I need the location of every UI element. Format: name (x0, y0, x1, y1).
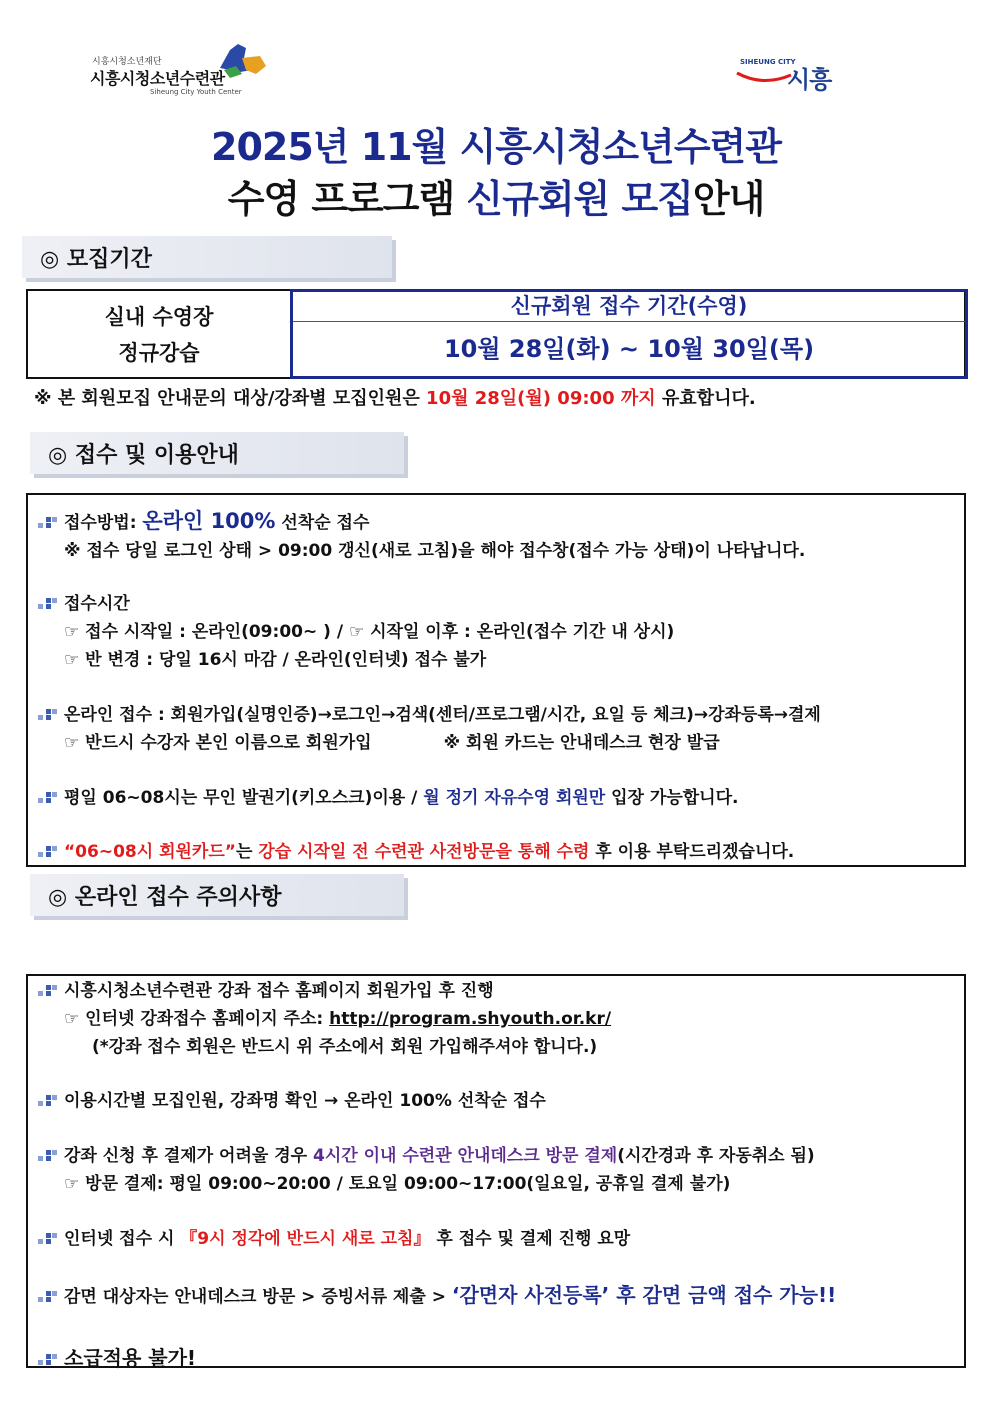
section-online-heading: ◎ 온라인 접수 주의사항 (30, 874, 404, 916)
validity-note (34, 384, 756, 410)
member-card-note: “06~08시 회원카드”는 강습 시작일 전 수련관 사전방문을 통해 수령 후 이용 부탁드리겠습니다. (38, 837, 794, 862)
online-process: 온라인 접수 : 회원가입(실명인증)→로그인→검색(센터/프로그램/시간, 요일 등 체크)→강좌등록→결제 (38, 700, 821, 725)
section-reception-heading: ◎ 접수 및 이용안내 (30, 432, 404, 474)
note-suffix: 유효합니다. (655, 388, 756, 409)
note-prefix: ※ 본 회원모집 안내문의 대상/강좌별 모집인원은 (34, 388, 427, 409)
online-check: 이용시간별 모집인원, 강좌명 확인 → 온라인 100% 선착순 접수 (38, 1086, 546, 1111)
city-swoosh-icon (735, 69, 795, 89)
online-payment-hours: ☞ 방문 결제: 평일 09:00~20:00 / 토요일 09:00~17:00(일요일, 공휴일 결제 불가) (64, 1174, 731, 1194)
method-warning: ※ 접수 당일 로그인 상태 > 09:00 갱신(새로 고침)을 해야 접수창(접수 가능 상태)이 나타납니다. (64, 541, 806, 561)
method-value: 온라인 100% (142, 509, 276, 533)
bullet-icon (38, 1289, 56, 1303)
online-refresh: 인터넷 접수 시 『9시 정각에 반드시 새로 고침』 후 접수 및 결제 진행 요망 (38, 1224, 630, 1249)
period-dates-header: 신규회원 접수 기간(수영) (293, 292, 965, 322)
reception-info-box (26, 493, 966, 867)
section-period-heading: ◎ 모집기간 (22, 236, 392, 278)
bullet-icon (38, 1231, 56, 1245)
period-dates (290, 289, 968, 379)
online-site-note: (*강좌 접수 회원은 반드시 위 주소에서 회원 가입해주셔야 합니다.) (92, 1037, 598, 1057)
logo-eng-text: Siheung City Youth Center (150, 88, 242, 96)
bullet-icon (38, 844, 56, 858)
city-logo-eng-text: SIHEUNG CITY (740, 58, 796, 66)
page-title-line2 (0, 168, 992, 223)
period-category-line1: 실내 수영장 (104, 305, 214, 329)
weekday-entry-note: 평일 06~08시는 무인 발권기(키오스크)이용 / 월 정기 자유수영 회원만 입장 가능합니다. (38, 783, 738, 808)
title-part-c: 안내 (692, 177, 765, 221)
reception-method: 접수방법: 온라인 100% 선착순 접수 (38, 505, 369, 535)
bullet-icon (38, 1148, 56, 1162)
siheung-city-logo (735, 55, 855, 95)
program-site-link[interactable]: http://program.shyouth.or.kr/ (329, 1009, 612, 1029)
page-title-line1: 2025년 11월 시흥시청소년수련관 (211, 125, 781, 169)
bullet-icon (38, 1352, 56, 1366)
title-part-a: 수영 프로그램 (227, 177, 467, 221)
note-highlight: 10월 28일(월) 09:00 까지 (426, 388, 656, 409)
reception-time-line1: ☞ 접수 시작일 : 온라인(09:00~ ) / ☞ 시작일 이후 : 온라인(접수 기간 내 상시) (64, 622, 675, 642)
logo-org-text: 시흥시청소년재단 (92, 57, 162, 67)
youth-center-logo (88, 40, 288, 100)
period-category-line2: 정규강습 (118, 341, 200, 365)
bullet-icon (38, 1093, 56, 1107)
online-notice-box (26, 974, 966, 1368)
online-signup: 시흥시청소년수련관 강좌 접수 홈페이지 회원가입 후 진행 (38, 976, 494, 1001)
online-retroactive: 소급적용 불가! (38, 1342, 196, 1371)
bullet-icon (38, 515, 56, 529)
reception-time-line2: ☞ 반 변경 : 당일 16시 마감 / 온라인(인터넷) 접수 불가 (64, 650, 487, 670)
city-logo-kor-text: 시흥 (787, 66, 832, 94)
bullet-icon (38, 790, 56, 804)
bullet-icon (38, 983, 56, 997)
map-emblem-icon (216, 40, 276, 82)
bullet-icon (38, 596, 56, 610)
title-part-b: 신규회원 모집 (466, 177, 693, 221)
online-discount: 감면 대상자는 안내데스크 방문 > 증빙서류 제출 > ‘감면자 사전등록’ 후 감면 금액 접수 가능!! (38, 1279, 836, 1308)
online-payment: 강좌 신청 후 결제가 어려울 경우 4시간 이내 수련관 안내데스크 방문 결제(시간경과 후 자동취소 됨) (38, 1141, 815, 1166)
logo-name-text: 시흥시청소년수련관 (90, 69, 225, 88)
period-category (28, 291, 290, 377)
bullet-icon (38, 707, 56, 721)
online-site: ☞ 인터넷 강좌접수 홈페이지 주소: http://program.shyouth.or.kr/ (64, 1009, 612, 1029)
online-process-sub: ☞ 반드시 수강자 본인 이름으로 회원가입 ※ 회원 카드는 안내데스크 현장 발급 (64, 733, 720, 753)
reception-time-label: 접수시간 (38, 589, 130, 614)
period-dates-value: 10월 28일(화) ~ 10월 30일(목) (443, 335, 815, 363)
period-table (26, 289, 966, 379)
